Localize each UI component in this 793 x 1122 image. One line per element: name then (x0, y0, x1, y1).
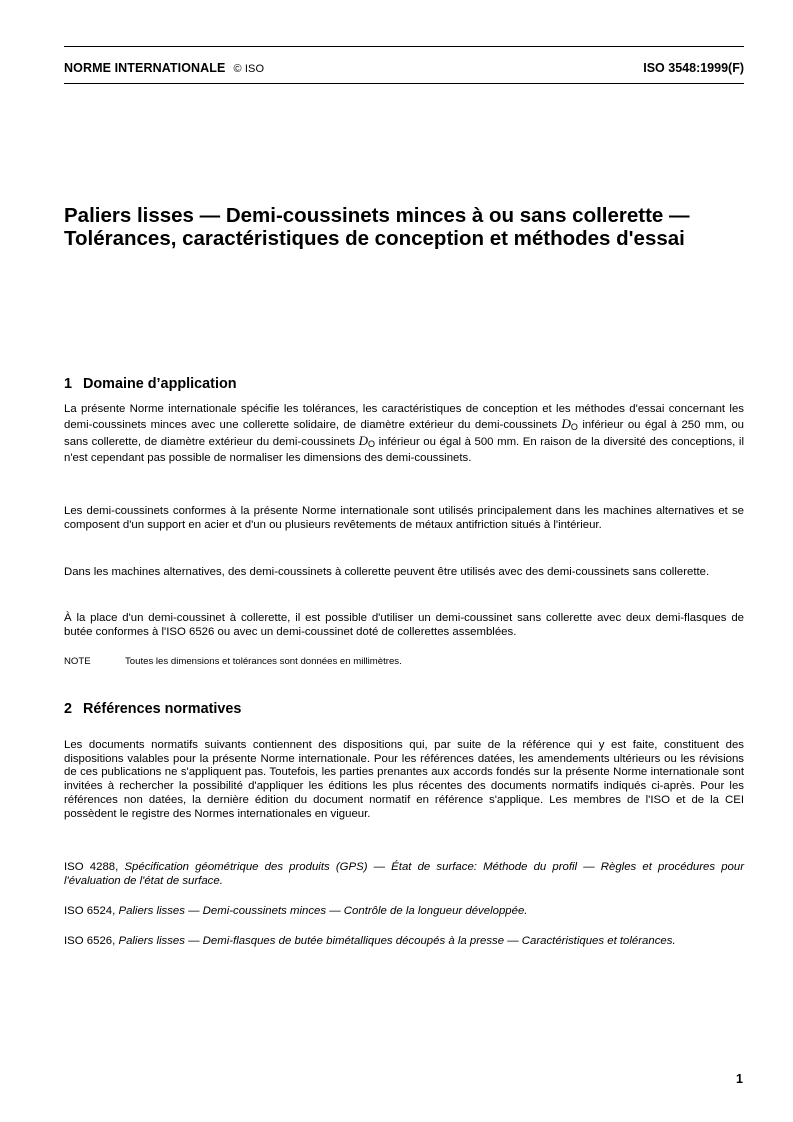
reference-title: Spécification géométrique des produits (GPS) — État de surface: Méthode du profil — Règles et procédures pour l'évaluation de l'état de surface. (64, 861, 744, 887)
reference-item (64, 905, 744, 919)
reference-title: Paliers lisses — Demi-coussinets minces — Contrôle de la longueur développée. (118, 905, 528, 917)
reference-code: ISO 6526, (64, 935, 116, 947)
page-number: 1 (736, 1072, 743, 1086)
document-title (64, 204, 754, 250)
header-left (64, 61, 264, 75)
reference-code: ISO 6524, (64, 905, 116, 917)
symbol-subscript: O (570, 421, 578, 432)
section-2-number: 2 (64, 701, 73, 717)
scope-p1-text-a: La présente Norme internationale spécifie les tolérances, les caractéristiques de conception et les méthodes d'essai concernant les demi-coussinets minces avec une collerette solidaire, de diamètre extérieur du demi-coussinets (64, 403, 744, 431)
reference-item (64, 935, 744, 949)
scope-p1-text-c: inférieur ou égal à 500 mm. En raison de la diversité des conceptions, il n'est cependant pas possible de normaliser les dimensions des demi-coussinets. (64, 436, 744, 465)
outer-diameter-symbol (562, 416, 578, 431)
note (64, 656, 402, 667)
scope-p1-text-b: inférieur ou égal à 250 mm, ou sans collerette, de diamètre extérieur du demi-coussinets (64, 418, 745, 449)
header-top-rule (64, 46, 744, 47)
note-label: NOTE (64, 656, 91, 667)
outer-diameter-symbol (359, 433, 375, 448)
section-1-number: 1 (64, 376, 73, 392)
reference-item (64, 861, 744, 888)
reference-title: Paliers lisses — Demi-flasques de butée bimétalliques découpés à la presse — Caractéristiques et tolérances. (118, 935, 676, 947)
scope-paragraph-2: Les demi-coussinets conformes à la présente Norme internationale sont utilisés principalement dans les machines alternatives et se composent d'un support en acier et d'un ou plusieurs revêtements de métaux antifriction situés à l'intérieur. (64, 505, 744, 531)
note-text: Toutes les dimensions et tolérances sont données en millimètres. (125, 656, 402, 667)
normative-refs-paragraph: Les documents normatifs suivants contiennent des dispositions qui, par suite de la référence qui y est faite, constituent des dispositions valables pour la présente Norme internationale. Pour les références datées, les amendements ultérieurs ou les révisions de ces publications ne s'appliquent pas. Toutefois, les parties prenantes aux accords fondés sur la présente Norme internationale sont invitées à rechercher la possibilité d'appliquer les éditions les plus récentes des documents normatifs indiqués ci-après. Pour les références non datées, la dernière édition du document normatif en référence s'applique. Les membres de l'ISO et de la CEI possèdent le registre des Normes internationales en vigueur. (64, 739, 744, 820)
title-line-1: Paliers lisses — Demi-coussinets minces à ou sans collerette — (64, 204, 690, 227)
header-bottom-rule (64, 83, 744, 84)
reference-code: ISO 4288, (64, 861, 119, 873)
section-1-title: Domaine d’application (83, 376, 237, 392)
scope-paragraph-3: Dans les machines alternatives, des demi-coussinets à collerette peuvent être utilisés avec des demi-coussinets sans collerette. (64, 566, 710, 578)
standard-type-label: NORME INTERNATIONALE (64, 61, 226, 75)
section-2-heading (64, 701, 241, 717)
document-id: ISO 3548:1999(F) (643, 61, 744, 75)
symbol-subscript: O (368, 439, 376, 450)
title-line-2: Tolérances, caractéristiques de conception et méthodes d'essai (64, 227, 685, 250)
copyright-notice: © ISO (233, 63, 265, 75)
section-1-heading (64, 376, 237, 392)
scope-paragraph-1 (64, 403, 744, 466)
symbol-d: D (561, 415, 571, 431)
section-2-title: Références normatives (83, 701, 242, 717)
scope-paragraph-4: À la place d'un demi-coussinet à collerette, il est possible d'utiliser un demi-coussinet sans collerette avec deux demi-flasques de butée conformes à l'ISO 6526 ou avec un demi-coussinet doté de collerettes assemblées. (64, 612, 744, 638)
symbol-d: D (358, 433, 369, 449)
